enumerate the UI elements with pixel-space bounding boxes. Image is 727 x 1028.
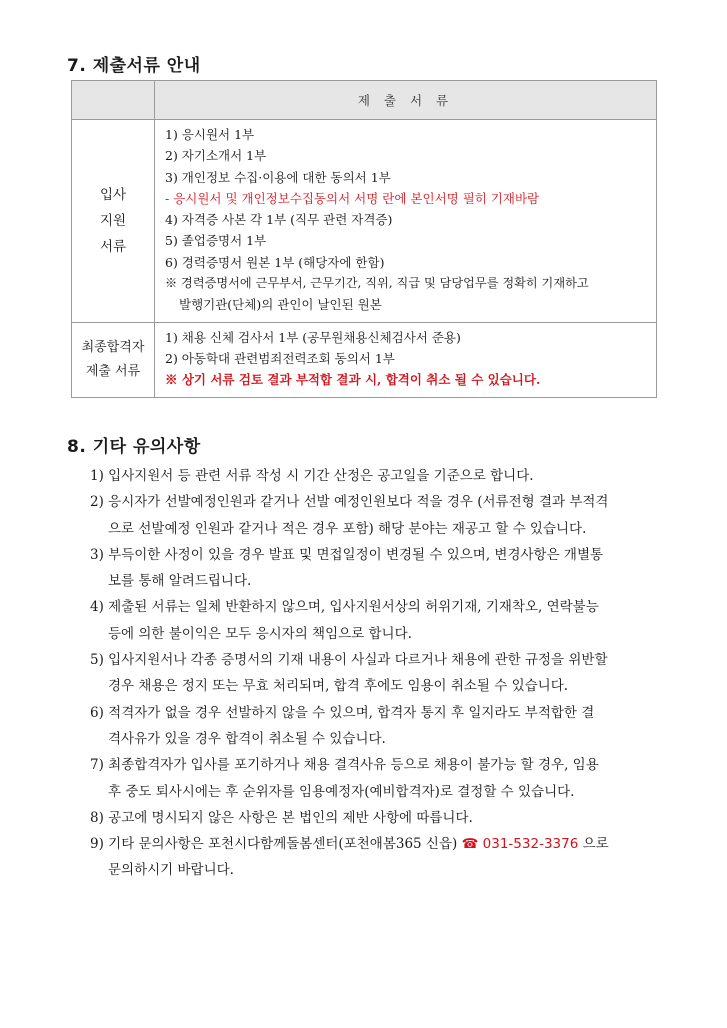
header-label: 제 출 서 류 xyxy=(155,81,657,120)
header-empty-cell xyxy=(72,81,155,120)
list-item: 8) 공고에 명시되지 않은 사항은 본 법인의 제반 사항에 따릅니다. xyxy=(90,809,473,826)
list-item: 3) 부득이한 사정이 있을 경우 발표 및 면접일정이 변경될 수 있으며, 변경사항은 개별통 보를 통해 알려드립니다. xyxy=(90,546,604,590)
list-item: 1) 입사지원서 등 관련 서류 작성 시 기간 산정은 공고일을 기준으로 합니다. xyxy=(90,468,534,484)
cancellation-warning: ※ 상기 서류 검토 결과 부적합 결과 시, 합격이 취소 될 수 있습니다. xyxy=(165,372,541,388)
list-item: 1) 채용 신체 검사서 1부 (공무원채용신체검사서 준용) xyxy=(165,329,461,345)
phone-number[interactable]: ☎ 031-532-3376 xyxy=(461,836,579,853)
list-item: 7) 최종합격자가 입사를 포기하거나 채용 결격사유 등으로 채용이 불가능 할 경우, 임용 후 중도 퇴사시에는 후 순위자를 임용예정자(예비합격자)로 결정할 수 있습니다. xyxy=(90,757,599,800)
table-row xyxy=(72,120,657,323)
list-item: 4) 제출된 서류는 일체 반환하지 않으며, 입사지원서상의 허위기재, 기재착오, 연락불능 등에 의한 불이익은 모두 응시자의 책임으로 합니다. xyxy=(90,599,599,642)
list-item: 2) 아동학대 관련범죄전력조회 동의서 1부 xyxy=(165,350,395,366)
list-item: 1) 응시원서 1부 xyxy=(165,127,255,142)
section-8-title: 8. 기타 유의사항 xyxy=(67,437,201,457)
documents-table xyxy=(71,80,657,398)
section-7-title: 7. 제출서류 안내 xyxy=(67,56,201,76)
list-item: 2) 자기소개서 1부 xyxy=(165,148,267,164)
list-item: 4) 자격증 사본 각 1부 (직무 관련 자격증) xyxy=(165,212,393,228)
list-item: 5) 졸업증명서 1부 xyxy=(165,233,267,249)
table-row xyxy=(72,322,657,397)
list-item: 5) 입사지원서나 각종 증명서의 기재 내용이 사실과 다르거나 채용에 관한 규정을 위반할 경우 채용은 정지 또는 무효 처리되며, 합격 후에도 임용이 취소될 수 있습니다. xyxy=(90,652,608,695)
list-item: 6) 적격자가 없을 경우 선발하지 않을 수 있으며, 합격자 통지 후 일지라도 부적합한 결 격사유가 있을 경우 합격이 취소될 수 있습니다. xyxy=(90,704,595,747)
list-item: 6) 경력증명서 원본 1부 (해당자에 한함) xyxy=(165,254,385,270)
list-item: 9) 기타 문의사항은 포천시다함께돌봄센터(포천애봄365 신읍) ☎ 031-532-3376 으로 문의하시기 바랍니다. xyxy=(90,836,609,879)
table-header-row xyxy=(72,81,657,120)
list-item: 발행기관(단체)의 관인이 날인된 원본 xyxy=(179,297,382,313)
final-documents-list xyxy=(155,322,657,397)
list-item: ※ 경력증명서에 근무부서, 근무기간, 직위, 직급 및 담당업무를 정확히 기재하고 xyxy=(165,276,589,291)
row-label-final: 최종합격자 제출 서류 xyxy=(72,322,155,397)
list-item: 2) 응시자가 선발예정인원과 같거나 선발 예정인원보다 적을 경우 (서류전형 결과 부적격 으로 선발예정 인원과 같거나 적은 경우 포함) 해당 분야는 재공고 할 수 있습니다. xyxy=(90,494,609,537)
notes-list xyxy=(90,463,662,884)
list-item: 3) 개인정보 수집·이용에 대한 동의서 1부 xyxy=(165,169,391,185)
application-documents-list xyxy=(155,120,657,323)
signature-warning: - 응시원서 및 개인정보수집동의서 서명 란에 본인서명 필히 기재바람 xyxy=(165,190,540,206)
row-label-application: 입사 지원 서류 xyxy=(72,120,155,323)
